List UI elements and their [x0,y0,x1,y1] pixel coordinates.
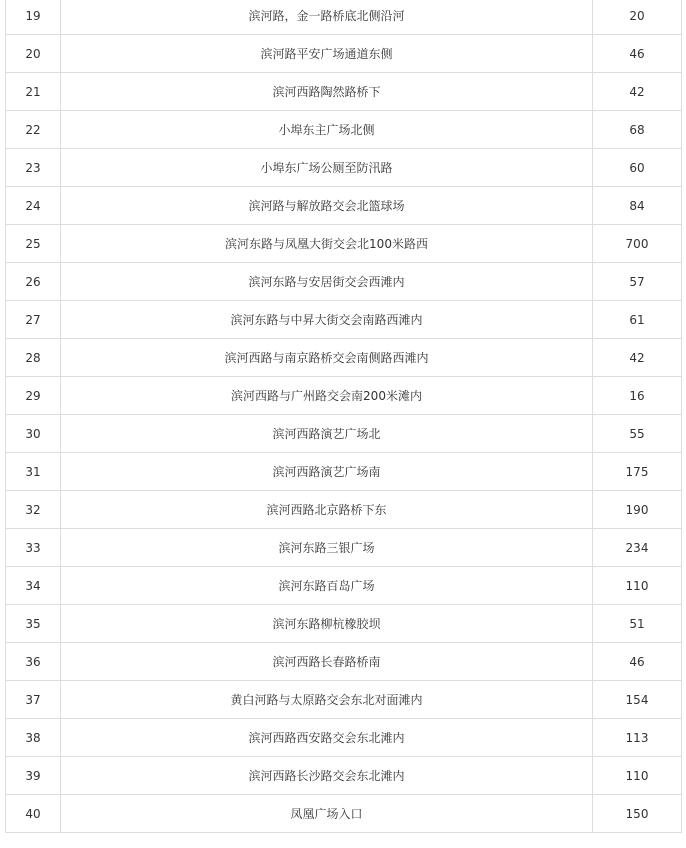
table-row [6,605,682,643]
table-row [6,795,682,833]
table-row [6,111,682,149]
row-number-cell: 40 [6,795,61,833]
count-cell: 55 [593,415,682,453]
table-row [6,415,682,453]
count-cell: 57 [593,263,682,301]
table-row [6,377,682,415]
count-cell: 42 [593,73,682,111]
row-number-cell: 30 [6,415,61,453]
table-row [6,491,682,529]
table-row [6,339,682,377]
table-row [6,529,682,567]
row-number-cell: 21 [6,73,61,111]
row-number-cell: 37 [6,681,61,719]
table-body [6,0,682,833]
location-cell: 滨河西路长沙路交会东北滩内 [61,757,593,795]
location-cell: 小埠东主广场北侧 [61,111,593,149]
table-row [6,453,682,491]
location-cell: 滨河西路陶然路桥下 [61,73,593,111]
count-cell: 234 [593,529,682,567]
location-cell: 滨河路与解放路交会北篮球场 [61,187,593,225]
row-number-cell: 29 [6,377,61,415]
count-cell: 68 [593,111,682,149]
row-number-cell: 33 [6,529,61,567]
row-number-cell: 26 [6,263,61,301]
table-row [6,719,682,757]
count-cell: 20 [593,0,682,35]
count-cell: 700 [593,225,682,263]
row-number-cell: 39 [6,757,61,795]
count-cell: 154 [593,681,682,719]
row-number-cell: 19 [6,0,61,35]
count-cell: 51 [593,605,682,643]
row-number-cell: 23 [6,149,61,187]
count-cell: 60 [593,149,682,187]
row-number-cell: 31 [6,453,61,491]
row-number-cell: 24 [6,187,61,225]
row-number-cell: 28 [6,339,61,377]
data-table-container [5,0,681,833]
table-row [6,73,682,111]
location-cell: 滨河西路西安路交会东北滩内 [61,719,593,757]
table-row [6,225,682,263]
table-row [6,643,682,681]
count-cell: 113 [593,719,682,757]
count-cell: 46 [593,643,682,681]
row-number-cell: 32 [6,491,61,529]
row-number-cell: 35 [6,605,61,643]
location-cell: 滨河东路与凤凰大街交会北100米路西 [61,225,593,263]
row-number-cell: 27 [6,301,61,339]
count-cell: 16 [593,377,682,415]
location-cell: 滨河西路与南京路桥交会南侧路西滩内 [61,339,593,377]
row-number-cell: 20 [6,35,61,73]
count-cell: 46 [593,35,682,73]
table-row [6,263,682,301]
table-row [6,0,682,35]
location-cell: 滨河西路与广州路交会南200米滩内 [61,377,593,415]
location-cell: 黄白河路与太原路交会东北对面滩内 [61,681,593,719]
location-cell: 小埠东广场公厕至防汛路 [61,149,593,187]
location-cell: 滨河西路演艺广场北 [61,415,593,453]
count-cell: 84 [593,187,682,225]
table-row [6,187,682,225]
table-row [6,567,682,605]
table-row [6,35,682,73]
table-row [6,681,682,719]
location-cell: 滨河东路百岛广场 [61,567,593,605]
location-cell: 滨河路平安广场通道东侧 [61,35,593,73]
location-cell: 滨河西路北京路桥下东 [61,491,593,529]
row-number-cell: 34 [6,567,61,605]
count-cell: 190 [593,491,682,529]
table-row [6,149,682,187]
location-cell: 滨河西路长春路桥南 [61,643,593,681]
table-row [6,757,682,795]
count-cell: 61 [593,301,682,339]
row-number-cell: 38 [6,719,61,757]
location-cell: 滨河东路柳杭橡胶坝 [61,605,593,643]
location-cell: 滨河东路与安居街交会西滩内 [61,263,593,301]
location-cell: 滨河西路演艺广场南 [61,453,593,491]
location-cell: 滨河东路三银广场 [61,529,593,567]
location-cell: 凤凰广场入口 [61,795,593,833]
location-cell: 滨河东路与中昇大街交会南路西滩内 [61,301,593,339]
location-cell: 滨河路，金一路桥底北侧沿河 [61,0,593,35]
table-row [6,301,682,339]
count-cell: 150 [593,795,682,833]
row-number-cell: 36 [6,643,61,681]
count-cell: 110 [593,757,682,795]
row-number-cell: 25 [6,225,61,263]
count-cell: 110 [593,567,682,605]
count-cell: 175 [593,453,682,491]
row-number-cell: 22 [6,111,61,149]
data-table [5,0,682,833]
count-cell: 42 [593,339,682,377]
